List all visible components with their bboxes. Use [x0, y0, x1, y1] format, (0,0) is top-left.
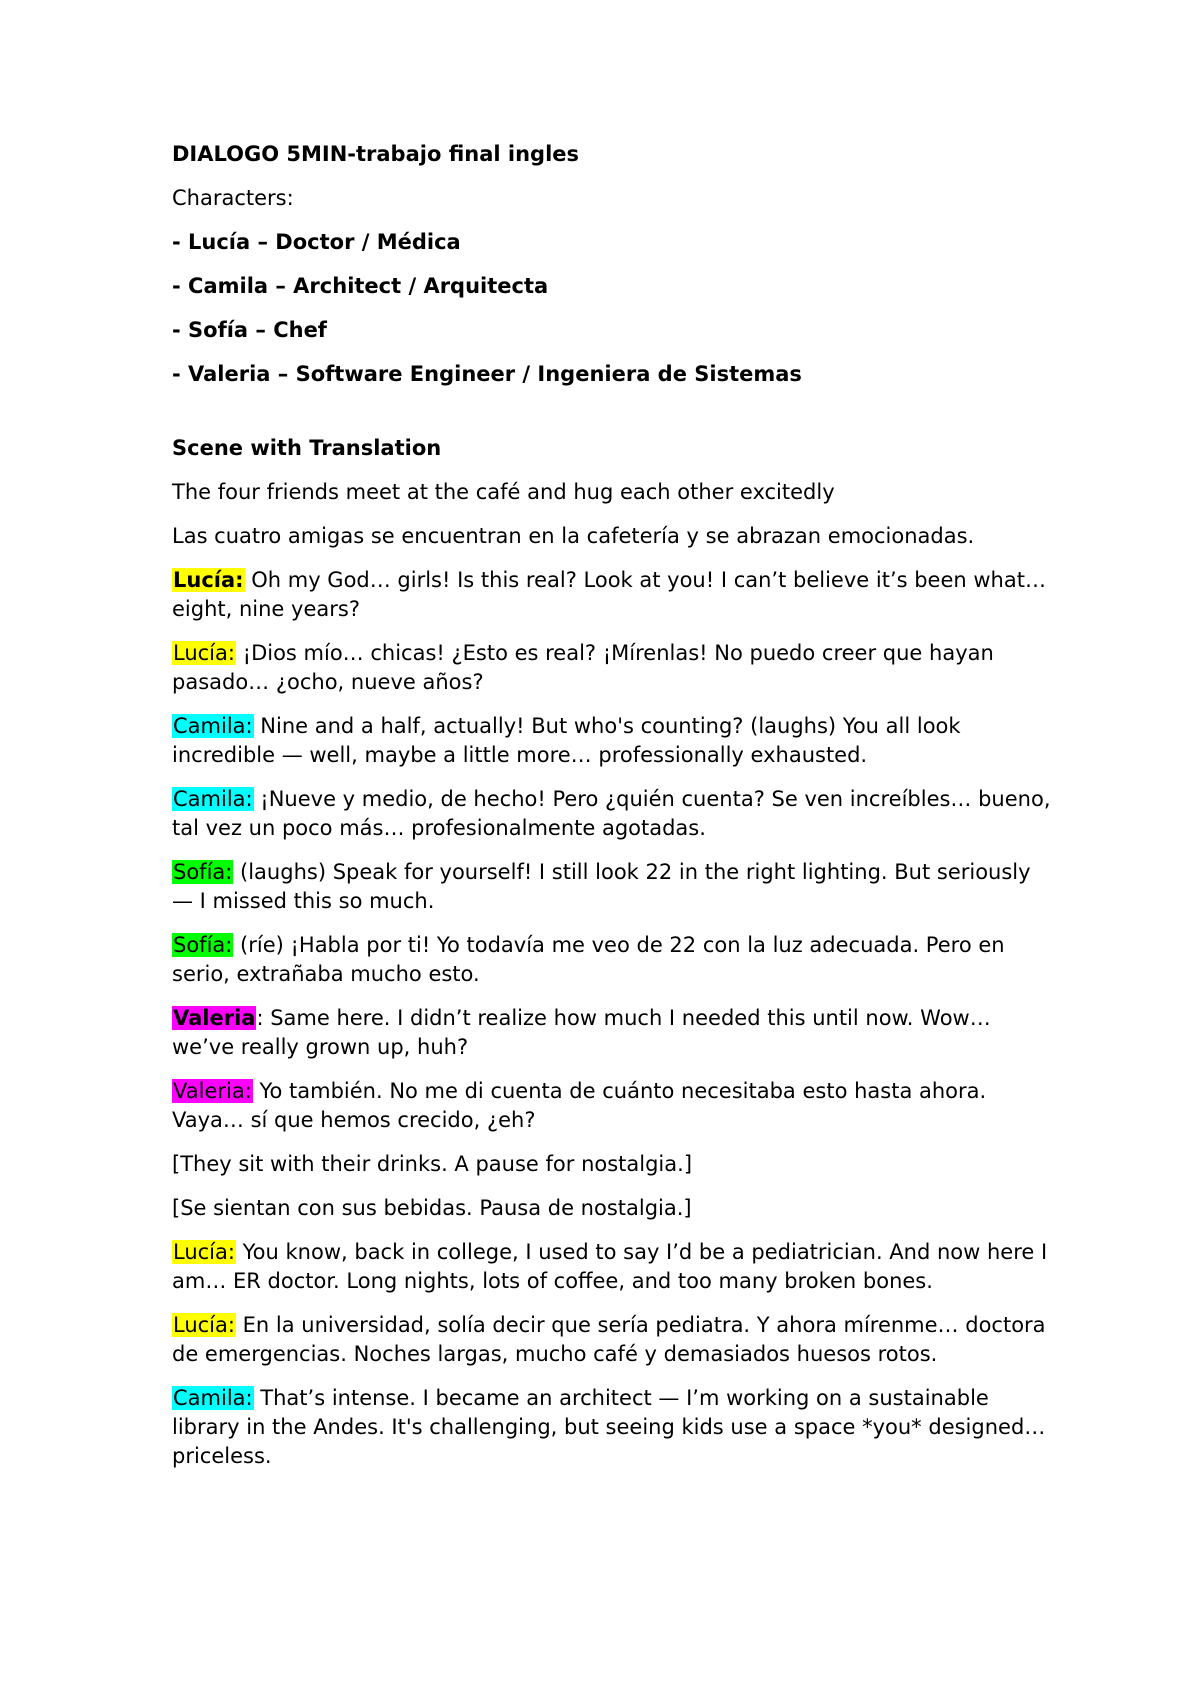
speaker-label: Valeria [173, 1006, 256, 1030]
character-item: - Lucía – Doctor / Médica [172, 230, 461, 254]
dialogue-line [172, 639, 1052, 697]
speaker-label: Lucía: [173, 641, 235, 665]
line-text: ¡Nueve y medio, de hecho! Pero ¿quién cuenta? Se ven increíbles… bueno, tal vez un poco más… profesionalmente agotadas. [172, 787, 1051, 840]
line-text: (laughs) Speak for yourself! I still look 22 in the right lighting. But seriously — I missed this so much. [172, 860, 1031, 913]
character-item: - Camila – Architect / Arquitecta [172, 274, 549, 298]
line-text: You know, back in college, I used to say I’d be a pediatrician. And now here I am… ER doctor. Long nights, lots of coffee, and too many broken bones. [172, 1240, 1048, 1293]
document-page [172, 140, 1052, 1486]
line-text: ¡Dios mío… chicas! ¿Esto es real? ¡Mírenlas! No puedo creer que hayan pasado… ¿ocho, nueve años? [172, 641, 994, 694]
dialogue-line [172, 712, 1052, 770]
dialogue-line [172, 1384, 1052, 1471]
speaker-label: Camila: [173, 714, 253, 738]
line-text: That’s intense. I became an architect — I’m working on a sustainable library in the Andes. It's challenging, but seeing kids use a space *you* designed… priceless. [172, 1386, 1046, 1468]
speaker-label: Sofía: [173, 933, 233, 957]
dialogue-line [172, 785, 1052, 843]
character-item: - Sofía – Chef [172, 318, 327, 342]
character-item: - Valeria – Software Engineer / Ingeniera de Sistemas [172, 362, 802, 386]
stage-direction: [They sit with their drinks. A pause for nostalgia.] [172, 1152, 693, 1176]
speaker-label: Lucía: [173, 568, 244, 592]
stage-direction: [Se sientan con sus bebidas. Pausa de nostalgia.] [172, 1196, 692, 1220]
dialogue-line [172, 566, 1052, 624]
document-title: DIALOGO 5MIN-trabajo final ingles [172, 142, 580, 166]
speaker-label: Valeria: [173, 1079, 252, 1103]
speaker-label: Camila: [173, 787, 253, 811]
speaker-label: Lucía: [173, 1240, 235, 1264]
dialogue-line [172, 1077, 1052, 1135]
dialogue-line [172, 1238, 1052, 1296]
dialogue-line [172, 931, 1052, 989]
line-text: Nine and a half, actually! But who's counting? (laughs) You all look incredible — well, maybe a little more… professionally exhausted. [172, 714, 961, 767]
line-text: Yo también. No me di cuenta de cuánto necesitaba esto hasta ahora. Vaya… sí que hemos crecido, ¿eh? [172, 1079, 987, 1132]
characters-label: Characters: [172, 186, 294, 210]
section-title: Scene with Translation [172, 436, 442, 460]
line-text: (ríe) ¡Habla por ti! Yo todavía me veo de 22 con la luz adecuada. Pero en serio, extrañaba mucho esto. [172, 933, 1005, 986]
line-text: : Same here. I didn’t realize how much I needed this until now. Wow… we’ve really grown up, huh? [172, 1006, 991, 1059]
speaker-label: Lucía: [173, 1313, 235, 1337]
speaker-label: Camila: [173, 1386, 253, 1410]
dialogue-line [172, 858, 1052, 916]
line-text: Oh my God… girls! Is this real? Look at you! I can’t believe it’s been what… eight, nine years? [172, 568, 1046, 621]
speaker-label: Sofía: [173, 860, 233, 884]
intro-spanish: Las cuatro amigas se encuentran en la cafetería y se abrazan emocionadas. [172, 524, 975, 548]
line-text: En la universidad, solía decir que sería pediatra. Y ahora mírenme… doctora de emergencias. Noches largas, mucho café y demasiados huesos rotos. [172, 1313, 1046, 1366]
intro-english: The four friends meet at the café and hug each other excitedly [172, 480, 835, 504]
dialogue-line [172, 1004, 1052, 1062]
dialogue-line [172, 1311, 1052, 1369]
